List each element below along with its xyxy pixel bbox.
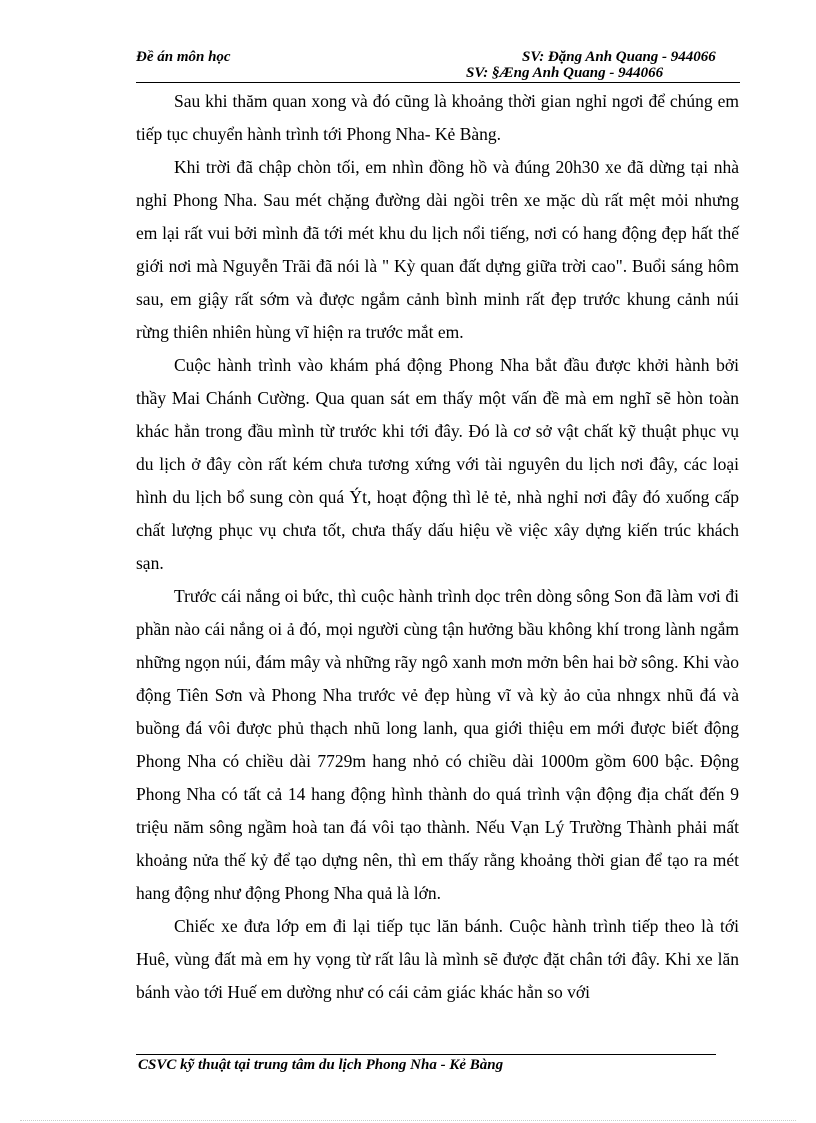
page-header-student-garbled: SV: §Æng Anh Quang - 944066: [466, 65, 664, 81]
paragraph: Chiếc xe đưa lớp em đi lại tiếp tục lăn bánh. Cuộc hành trình tiếp theo là tới Huê, vùng đất mà em hy vọng từ rất lâu là mình sẽ được đặt chân tới đây. Khi xe lăn bánh vào tới Huế em dường như có cái cảm giác khác hẳn so với: [136, 916, 739, 1002]
footer-divider: [136, 1054, 716, 1055]
paragraph: Cuộc hành trình vào khám phá động Phong Nha bắt đầu được khởi hành bởi thầy Mai Chánh Cường. Qua quan sát em thấy một vấn đề mà em nghĩ sẽ hòn toàn khác hẳn trong đầu mình từ trước khi tới đây. Đó là cơ sở vật chất kỹ thuật phục vụ du lịch ở đây còn rất kém chưa tương xứng với tài nguyên du lịch nơi đây, các loại hình du lịch bổ sung còn quá Ýt, hoạt động thì lẻ tẻ, nhà nghỉ nơi đây đó xuống cấp chất lượng phục vụ chưa tốt, chưa thấy dấu hiệu về việc xây dựng kiến trúc khách sạn.: [136, 355, 739, 573]
paragraph: Khi trời đã chập chòn tối, em nhìn đồng hồ và đúng 20h30 xe đã dừng tại nhà nghỉ Phong Nha. Sau mét chặng đường dài ngồi trên xe mặc dù rất mệt mỏi nhưng em lại rất vui bởi mình đã tới mét khu du lịch nổi tiếng, nơi có hang động đẹp hất thế giới nơi mà Nguyễn Trãi đã nói là " Kỳ quan đất dựng giữa trời cao". Buổi sáng hôm sau, em giậy rất sớm và được ngắm cảnh bình minh rất đẹp trước khung cảnh núi rừng thiên nhiên hùng vĩ hiện ra trước mắt em.: [136, 157, 739, 342]
page-header-student: SV: Đặng Anh Quang - 944066: [522, 49, 716, 65]
page-footer: CSVC kỹ thuật tại trung tâm du lịch Phong Nha - Kẻ Bàng: [138, 1057, 504, 1073]
header-divider: [136, 82, 740, 83]
page-bottom-edge: [20, 1120, 796, 1121]
page-header-left: Đề án môn học: [136, 49, 231, 65]
document-body: [136, 85, 739, 1009]
paragraph: Trước cái nắng oi bức, thì cuộc hành trình dọc trên dòng sông Son đã làm vơi đi phần nào cái nắng oi ả đó, mọi người cùng tận hưởng bầu không khí trong lành ngắm những ngọn núi, đám mây và những rãy ngô xanh mơn mởn bên hai bờ sông. Khi vào động Tiên Sơn và Phong Nha trước vẻ đẹp hùng vĩ và kỳ ảo của nhngx nhũ đá và buồng đá vôi được phủ thạch nhũ long lanh, qua giới thiệu em mới được biết động Phong Nha có chiều dài 7729m hang nhỏ có chiều dài 1000m gồm 600 bậc. Động Phong Nha có tất cả 14 hang động hình thành do quá trình vận động địa chất đến 9 triệu năm sông ngầm hoà tan đá vôi tạo thành. Nếu Vạn Lý Trường Thành phải mất khoảng nửa thế kỷ để tạo dựng nên, thì em thấy rằng khoảng thời gian để tạo ra mét hang động như động Phong Nha quả là lớn.: [136, 586, 739, 903]
paragraph: Sau khi thăm quan xong và đó cũng là khoảng thời gian nghỉ ngơi để chúng em tiếp tục chuyển hành trình tới Phong Nha- Kẻ Bàng.: [136, 91, 739, 144]
